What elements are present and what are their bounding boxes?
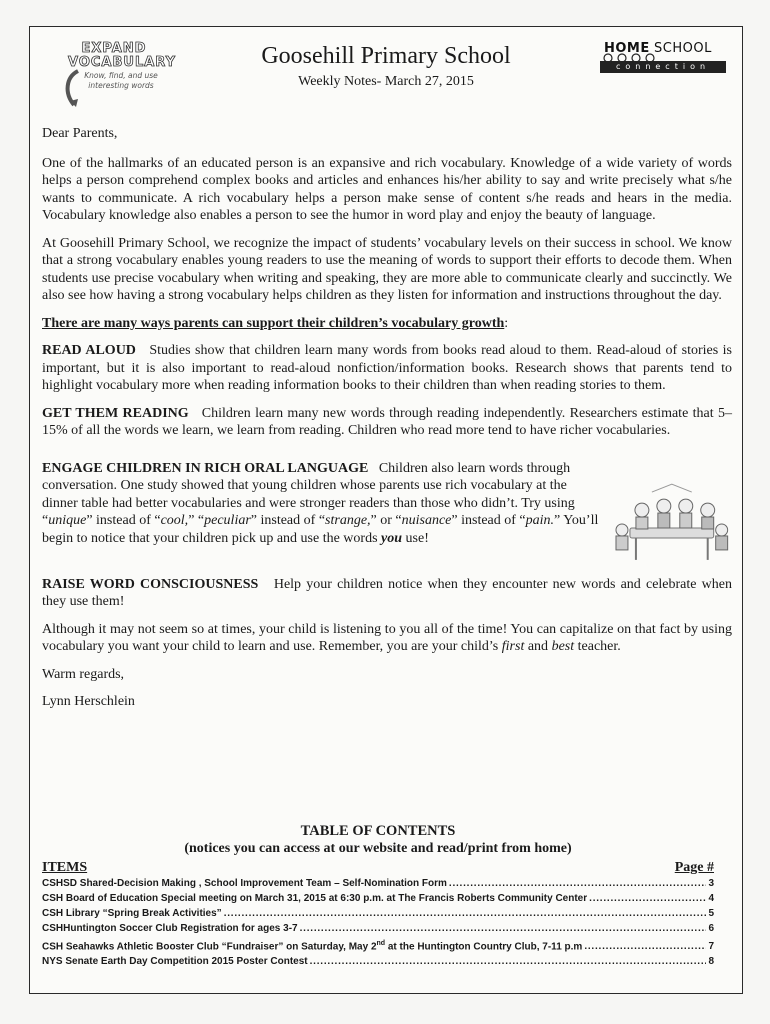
logo-left-line2: VOCABULARY (68, 55, 177, 70)
closing-paragraph (42, 621, 732, 656)
paragraph-goosehill: At Goosehill Primary School, we recognize the impact of students’ vocabulary levels on their success in school. We know that a strong vocabulary enables young readers to use the meaning of words to support their efforts to decode them. When students use precise vocabulary when writing and speaking, they are more able to communicate clearly and succinctly. We also see how having a strong vocabulary helps children as they listen for information and instructions throughout the day. (42, 235, 732, 303)
toc-row[interactable] (42, 906, 714, 921)
engage-body-b1: ” instead of “ (86, 513, 161, 528)
toc-row-label-a: CSH Seahawks Athletic Booster Club “Fundraiser” on Saturday, May 2 (42, 941, 377, 953)
toc-row-leader (310, 954, 707, 969)
toc-row-page: 7 (708, 941, 714, 953)
engage-body-b6: ” You’ll begin to notice that your children pick up and use the words (42, 513, 599, 546)
toc-items-label: ITEMS (42, 860, 88, 875)
toc-row-page: 5 (708, 908, 714, 919)
engage-body-b5: ” instead of “ (451, 513, 526, 528)
section-heading: ENGAGE CHILDREN IN RICH ORAL LANGUAGE (42, 460, 369, 476)
section-body: Studies show that children learn many words from books read aloud to them. Read-aloud of stories is important, but it is also important to read-aloud nonfiction/information books. Research shows that parents tend to highlight vocabulary more when reading information books to their children than when reading stories to them. (42, 343, 732, 393)
closing-and: and (524, 639, 552, 654)
section-read-aloud (42, 342, 732, 395)
section-engage-oral-language (42, 460, 732, 570)
table-of-contents (42, 822, 714, 969)
closing-text-b: teacher. (574, 639, 621, 654)
paragraph-hallmarks: One of the hallmarks of an educated person is an expansive and rich vocabulary. Knowledge of a wide variety of words helps a person comprehend complex books and articles and enhances his/her ability to say and write precisely what s/he wants to communicate. A rich vocabulary helps a person make sense of content s/he reads and hears in the media. Vocabulary knowledge also enables a person to see the humor in word play and enjoy the beauty of language. (42, 155, 732, 223)
word-cool: cool, (160, 513, 189, 528)
support-heading (42, 315, 732, 333)
section-body: Children learn many new words through reading independently. Researchers estimate that 5–15% of all the words we learn, we learn from reading. Children who read more tend to have richer vocabularies. (42, 405, 732, 438)
closing-text-a: Although it may not seem so at times, your child is listening to you all of the time! You can capitalize on that fact by using vocabulary you want your child to learn and use. Remember, you are your child’s (42, 621, 732, 654)
toc-row-page: 4 (708, 893, 714, 904)
toc-title: TABLE OF CONTENTS (300, 823, 456, 839)
toc-row-leader (300, 921, 707, 936)
page-subtitle: Weekly Notes- March 27, 2015 (298, 74, 474, 89)
logo-right-home: HOME (604, 41, 650, 56)
section-get-them-reading (42, 405, 732, 440)
word-nuisance: nuisance (401, 513, 452, 528)
toc-row-label-b: at the Huntington Country Club, 7-11 p.m (385, 941, 583, 953)
toc-row-leader (224, 906, 707, 921)
section-heading: RAISE WORD CONSCIOUSNESS (42, 576, 259, 592)
engage-body-b3: ” instead of “ (250, 513, 326, 528)
newsletter-page (29, 26, 743, 994)
toc-row-leader (584, 939, 706, 954)
signature: Lynn Herschlein (42, 694, 135, 709)
toc-row-leader (589, 891, 706, 906)
toc-row-page: 6 (708, 923, 714, 934)
header (30, 27, 742, 127)
toc-row[interactable] (42, 936, 714, 954)
engage-body-a: Children also learn words through conversation. One study showed that young children whose parents use rich vocabulary at the dinner table had better vocabularies and were stronger readers than those who didn’t. Try using “ (42, 460, 575, 528)
toc-row-label: CSH Board of Education Special meeting on March 31, 2015 at 6:30 p.m. at The Francis Roberts Community Center (42, 893, 588, 904)
toc-row-page: 3 (708, 878, 714, 889)
toc-row[interactable] (42, 954, 714, 969)
support-heading-text: There are many ways parents can support their children’s vocabulary growth (42, 315, 505, 331)
word-pain: pain. (525, 513, 555, 528)
toc-row[interactable] (42, 876, 714, 891)
toc-header (42, 860, 714, 876)
section-heading: GET THEM READING (42, 405, 189, 421)
toc-row-label: CSH Library “Spring Break Activities” (42, 908, 222, 919)
section-raise-word-consciousness (42, 576, 732, 611)
toc-row-leader (449, 876, 707, 891)
word-you: you (381, 530, 403, 546)
word-best: best (551, 639, 575, 654)
toc-subtitle: (notices you can access at our website and read/print from home) (184, 841, 572, 856)
section-heading: READ ALOUD (42, 343, 136, 358)
toc-row-page: 8 (708, 956, 714, 968)
engage-body-b7: use! (402, 530, 429, 546)
engage-body-b4: ” or “ (370, 513, 402, 528)
toc-row[interactable] (42, 891, 714, 906)
toc-row-label: NYS Senate Earth Day Competition 2015 Poster Contest (42, 956, 308, 968)
engage-body-b2: ” “ (188, 513, 205, 528)
word-peculiar: peculiar (204, 513, 251, 528)
word-strange: strange, (325, 513, 371, 528)
home-school-connection-logo (598, 41, 728, 81)
logo-left-hand-text: Know, find, and use interesting words (84, 71, 158, 90)
section-body: Help your children notice when they encounter new words and celebrate when they use them! (42, 576, 732, 609)
toc-row-label: CSHSD Shared-Decision Making , School Improvement Team – Self-Nomination Form (42, 878, 447, 889)
greeting: Dear Parents, (42, 126, 118, 141)
toc-row-label (42, 936, 582, 954)
signoff: Warm regards, (42, 666, 125, 682)
word-unique: unique (48, 513, 87, 528)
support-heading-colon: : (504, 315, 509, 331)
logo-right-school: SCHOOL (654, 41, 712, 56)
toc-row-sup: nd (376, 940, 386, 947)
logo-left-line1: EXPAND (81, 41, 147, 56)
logo-right-connection: connection (600, 61, 726, 73)
engage-text (42, 460, 600, 560)
toc-page-label: Page # (674, 860, 714, 875)
toc-row-label: CSHHuntington Soccer Club Registration for ages 3-7 (42, 923, 298, 934)
page-title: Goosehill Primary School (261, 43, 511, 69)
children-at-table-illustration (612, 480, 732, 570)
word-first: first (501, 639, 525, 654)
toc-row[interactable] (42, 921, 714, 936)
letter-body (42, 125, 732, 721)
